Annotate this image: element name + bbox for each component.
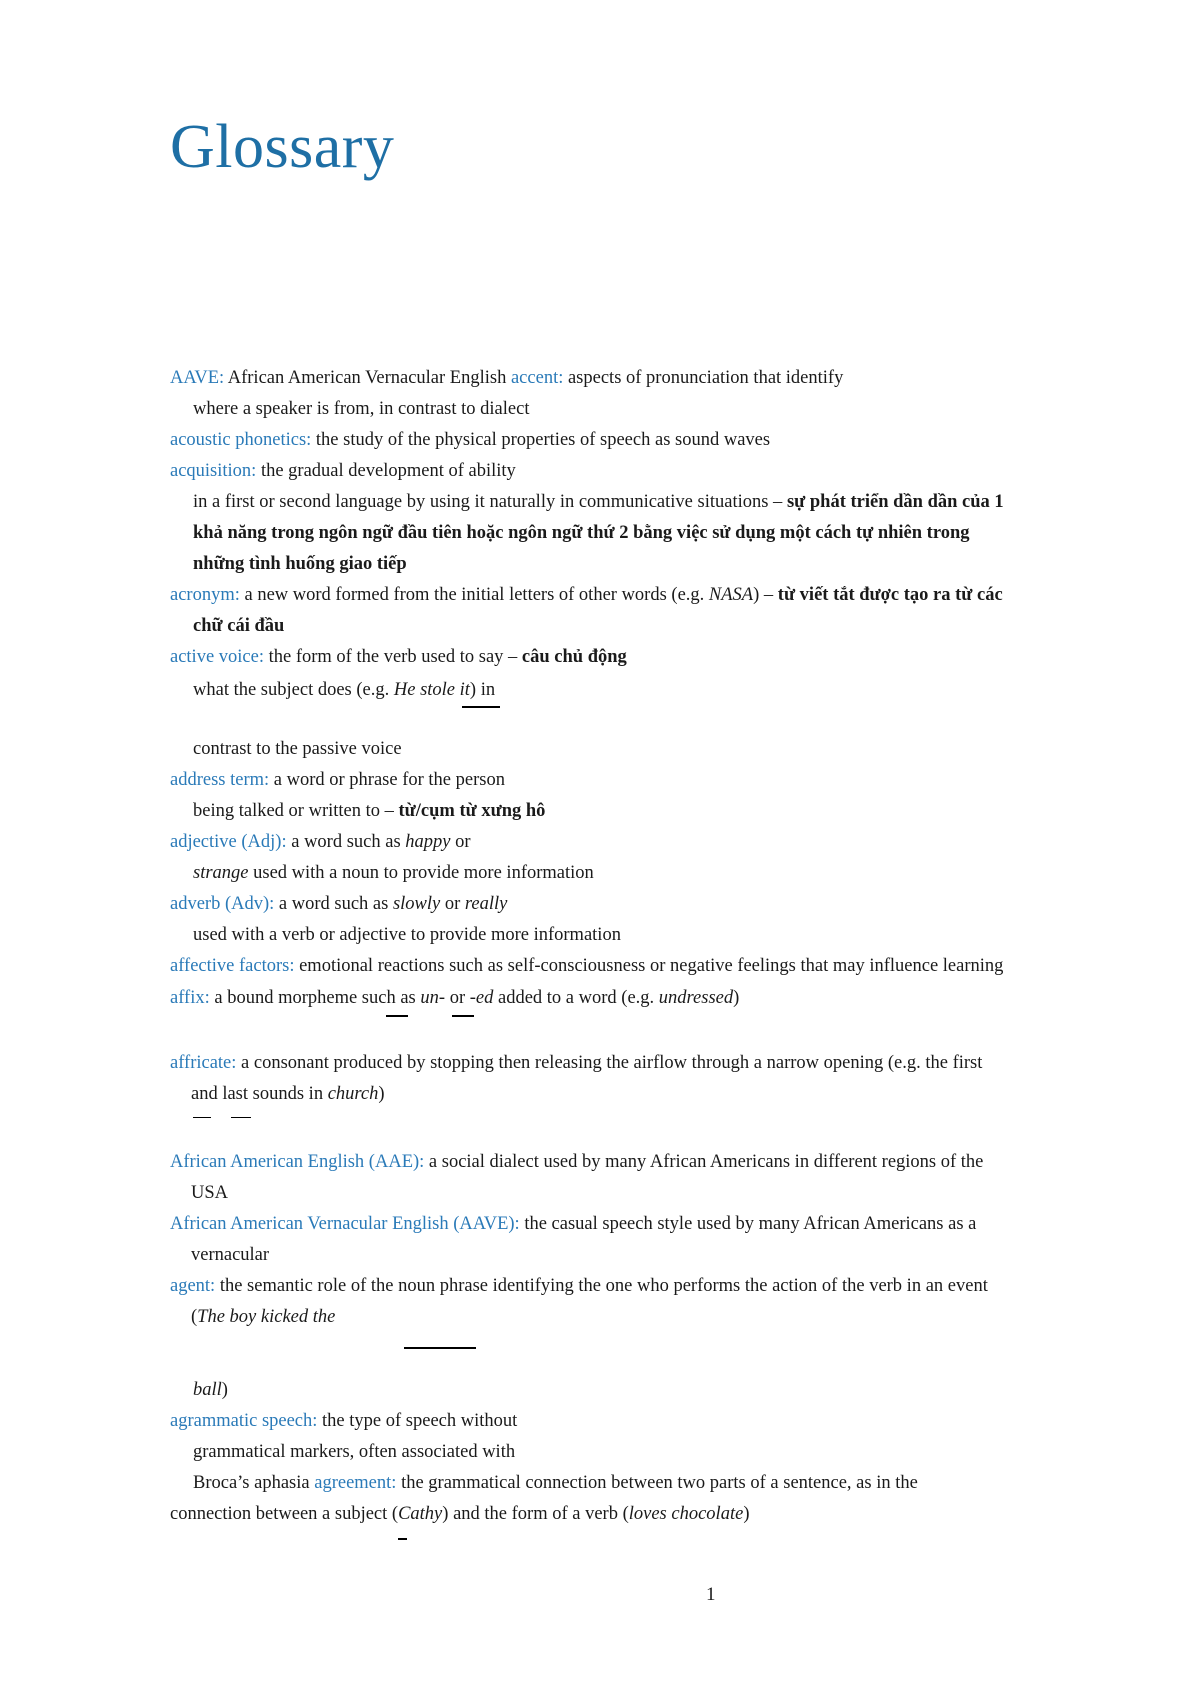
glossary-entry-aae [170, 1150, 983, 1174]
glossary-entry-acquisition [170, 459, 516, 483]
glossary-term: affix: [170, 988, 210, 1008]
page-title: Glossary [170, 113, 395, 181]
glossary-definition: ) and the form of a verb ( [442, 1504, 629, 1524]
example-word: -ed [469, 988, 494, 1008]
glossary-line [193, 1378, 228, 1402]
glossary-line [193, 490, 1004, 514]
underline-mark [404, 1347, 476, 1349]
glossary-term: agent: [170, 1276, 216, 1296]
glossary-entry-agent [170, 1274, 988, 1298]
glossary-definition: the form of the verb used to say – [264, 647, 522, 667]
glossary-term: active voice: [170, 647, 264, 667]
glossary-definition: grammatical markers, often associated with [193, 1442, 516, 1462]
glossary-definition: the grammatical connection between two parts of a sentence, as in the [396, 1473, 918, 1493]
glossary-definition: a bound morpheme such as [209, 988, 421, 1008]
example-word: ball [193, 1380, 222, 1400]
glossary-entry-aave-full [170, 1212, 976, 1236]
glossary-term: AAVE: [170, 368, 225, 388]
glossary-definition: ) [733, 988, 740, 1008]
glossary-definition: the semantic role of the noun phrase identifying the one who performs the action of the verb in an event [215, 1276, 988, 1296]
glossary-definition: ) – [753, 585, 778, 605]
glossary-definition: the study of the physical properties of speech as sound waves [311, 430, 771, 450]
glossary-line [170, 1502, 749, 1526]
glossary-definition: vernacular [191, 1245, 270, 1265]
glossary-definition: used with a verb or adjective to provide more information [193, 925, 621, 945]
example-word: loves chocolate [628, 1504, 744, 1524]
glossary-term: African American Vernacular English (AAVE): [170, 1214, 520, 1234]
example-word: un- [420, 988, 446, 1008]
glossary-definition: ) [743, 1504, 750, 1524]
glossary-term: African American English (AAE): [170, 1152, 425, 1172]
glossary-line [191, 1181, 228, 1205]
glossary-definition: emotional reactions such as self-consciousness or negative feelings that may influence learning [294, 956, 1004, 976]
glossary-definition: being talked or written to – [193, 801, 399, 821]
glossary-definition: the gradual development of ability [256, 461, 516, 481]
glossary-line [193, 861, 594, 885]
underline-mark [452, 1015, 474, 1017]
glossary-term: acronym: [170, 585, 240, 605]
glossary-definition: connection between a subject ( [170, 1504, 399, 1524]
glossary-definition: in a first or second language by using it naturally in communicative situations – [193, 492, 787, 512]
glossary-definition: the casual speech style used by many African Americans as a [519, 1214, 977, 1234]
glossary-term: address term: [170, 770, 270, 790]
glossary-definition: added to a word (e.g. [493, 988, 659, 1008]
glossary-line [193, 799, 545, 823]
underline-mark [462, 706, 500, 708]
vietnamese-translation: câu chủ động [521, 647, 627, 667]
glossary-entry-acronym [170, 583, 1003, 607]
glossary-entry-acoustic-phonetics [170, 428, 770, 452]
glossary-line [193, 1440, 515, 1464]
glossary-line [193, 552, 407, 576]
glossary-definition: what the subject does (e.g. [193, 680, 394, 700]
glossary-definition: a consonant produced by stopping then releasing the airflow through a narrow opening (e.g. the first [236, 1053, 983, 1073]
glossary-term: agreement: [314, 1473, 397, 1493]
glossary-definition: a word such as [286, 832, 406, 852]
glossary-entry-adverb [170, 892, 507, 916]
glossary-entry-aave-accent [170, 366, 843, 390]
glossary-entry-agrammatic-speech [170, 1409, 517, 1433]
glossary-definition: the type of speech without [317, 1411, 518, 1431]
underline-mark [398, 1538, 407, 1540]
glossary-term: acquisition: [170, 461, 257, 481]
example-word: happy [405, 832, 451, 852]
example-word: He stole it [393, 680, 470, 700]
glossary-line [191, 1243, 269, 1267]
vietnamese-translation: những tình huống giao tiếp [193, 554, 407, 574]
glossary-definition: aspects of pronunciation that identify [563, 368, 844, 388]
vietnamese-translation: từ viết tắt được tạo ra từ các [777, 585, 1003, 605]
glossary-definition: African American Vernacular English [224, 368, 511, 388]
glossary-line [193, 678, 495, 702]
underline-mark [386, 1015, 408, 1017]
glossary-entry-adjective [170, 830, 471, 854]
glossary-definition: or [440, 894, 465, 914]
glossary-line [191, 1305, 335, 1329]
vietnamese-translation: khả năng trong ngôn ngữ đầu tiên hoặc ngôn ngữ thứ 2 bằng việc sử dụng một cách tự nhiên trong [193, 523, 970, 543]
example-word: NASA [708, 585, 754, 605]
glossary-entry-affricate [170, 1051, 982, 1075]
glossary-definition: used with a noun to provide more information [248, 863, 594, 883]
glossary-term: agrammatic speech: [170, 1411, 318, 1431]
glossary-line [193, 737, 402, 761]
glossary-definition: contrast to the passive voice [193, 739, 402, 759]
example-word: undressed [658, 988, 734, 1008]
glossary-line [193, 521, 970, 545]
glossary-line [191, 1082, 385, 1106]
glossary-definition: ) in [469, 680, 496, 700]
example-word: slowly [392, 894, 441, 914]
glossary-term: affricate: [170, 1053, 237, 1073]
vietnamese-translation: sự phát triển dần dần của 1 [786, 492, 1004, 512]
example-word: really [464, 894, 508, 914]
glossary-entry-agreement [193, 1471, 918, 1495]
underline-mark [193, 1117, 211, 1118]
glossary-definition: ) [378, 1084, 385, 1104]
glossary-definition: USA [191, 1183, 229, 1203]
glossary-definition: a social dialect used by many African Americans in different regions of the [424, 1152, 984, 1172]
glossary-definition: ( [191, 1307, 198, 1327]
example-word: church [327, 1084, 379, 1104]
vietnamese-translation: từ/cụm từ xưng hô [398, 801, 546, 821]
glossary-line [193, 923, 621, 947]
glossary-entry-address-term [170, 768, 505, 792]
glossary-entry-active-voice [170, 645, 627, 669]
glossary-term: accent: [510, 368, 564, 388]
glossary-definition: a word or phrase for the person [269, 770, 505, 790]
glossary-definition: ) [221, 1380, 228, 1400]
glossary-definition: a word such as [274, 894, 393, 914]
page-number: 1 [706, 1584, 716, 1605]
example-word: The boy kicked the [197, 1307, 336, 1327]
glossary-term: adjective (Adj): [170, 832, 287, 852]
glossary-term: affective factors: [170, 956, 295, 976]
glossary-definition: and last sounds in [191, 1084, 328, 1104]
glossary-term: adverb (Adv): [170, 894, 275, 914]
example-word: Cathy [398, 1504, 443, 1524]
example-word: strange [193, 863, 249, 883]
glossary-definition: where a speaker is from, in contrast to dialect [193, 399, 530, 419]
glossary-entry-affective-factors [170, 954, 1003, 978]
glossary-term: acoustic phonetics: [170, 430, 312, 450]
glossary-definition: or [450, 832, 471, 852]
underline-mark [231, 1117, 251, 1118]
glossary-definition: a new word formed from the initial letters of other words (e.g. [239, 585, 709, 605]
glossary-definition: Broca’s aphasia [193, 1473, 315, 1493]
glossary-entry-affix [170, 986, 739, 1010]
glossary-line [193, 397, 529, 421]
vietnamese-translation: chữ cái đầu [193, 616, 285, 636]
glossary-definition: or [445, 988, 470, 1008]
glossary-line [193, 614, 284, 638]
